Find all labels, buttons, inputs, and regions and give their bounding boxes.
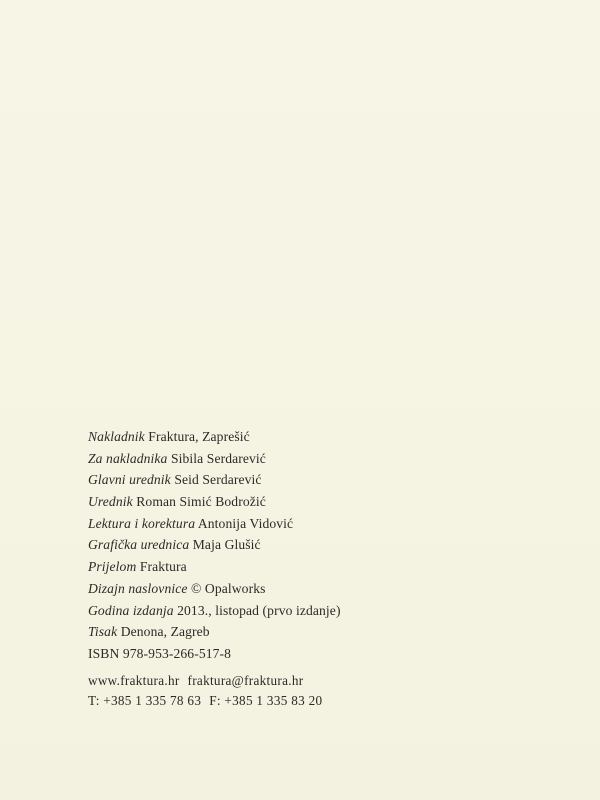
colophon-line-editor (88, 491, 568, 513)
colophon-line-editor-in-chief (88, 469, 568, 491)
colophon-role: Glavni urednik (88, 472, 171, 488)
colophon-role: Za nakladnika (88, 450, 168, 466)
colophon-value: Fraktura, Zaprešić (148, 429, 250, 444)
colophon-line-for-publisher (88, 448, 568, 470)
colophon-value: Sibila Serdarević (170, 450, 266, 466)
contact-phone-line (88, 691, 568, 711)
colophon-line-print (88, 621, 568, 643)
colophon-role: Nakladnik (88, 429, 145, 444)
website-link[interactable]: www.fraktura.hr (88, 673, 180, 688)
colophon-value: Seid Serdarević (174, 472, 262, 488)
publisher-contact (88, 671, 568, 711)
isbn: ISBN 978-953-266-517-8 (88, 645, 232, 661)
colophon-role: Prijelom (88, 559, 137, 575)
colophon-value: Maja Glušić (192, 537, 261, 553)
colophon-role: Godina izdanja (88, 602, 174, 618)
colophon-value: Roman Simić Bodrožić (136, 494, 266, 510)
colophon (88, 426, 568, 665)
colophon-line-proofreading (88, 513, 568, 535)
colophon-role: Dizajn naslovnice (88, 580, 188, 596)
colophon-value: Antonija Vidović (197, 515, 294, 531)
colophon-role: Grafička urednica (88, 537, 190, 553)
contact-web-line (88, 671, 568, 691)
email-link[interactable]: fraktura@fraktura.hr (187, 673, 304, 688)
colophon-line-cover-design (88, 578, 568, 600)
colophon-line-graphic-editor (88, 534, 568, 556)
colophon-role: Urednik (88, 494, 133, 510)
colophon-role: Lektura i korektura (88, 515, 196, 531)
fax-number: F: +385 1 335 83 20 (209, 693, 323, 708)
phone-number: T: +385 1 335 78 63 (88, 693, 202, 708)
colophon-value: © Opalworks (191, 580, 266, 596)
colophon-line-layout (88, 556, 568, 578)
colophon-line-publisher (88, 426, 568, 448)
colophon-line-year (88, 600, 568, 622)
colophon-value: Denona, Zagreb (120, 624, 210, 640)
colophon-value: Fraktura (139, 559, 187, 575)
colophon-value: 2013., listopad (prvo izdanje) (177, 602, 341, 618)
colophon-role: Tisak (88, 624, 118, 640)
